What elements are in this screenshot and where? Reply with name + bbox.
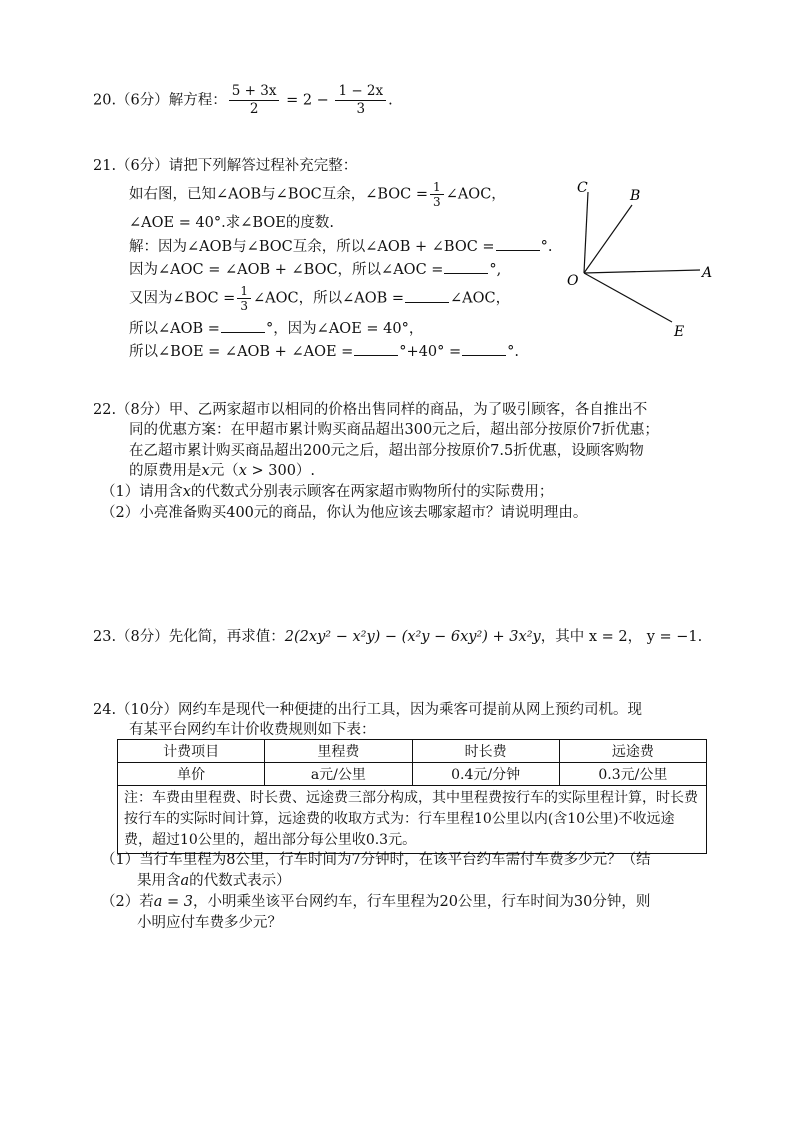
var-x: x xyxy=(182,484,191,500)
answer-blank[interactable] xyxy=(496,236,540,251)
fraction-denominator: 3 xyxy=(433,195,441,209)
q21-solution-5b: °+40° = xyxy=(399,344,462,360)
q21-given-1b: ∠AOC， xyxy=(445,186,506,203)
q21-line-5 xyxy=(129,284,510,313)
q24-part-2-line-2: 小明应付车费多少元？ xyxy=(137,915,282,931)
q24-condition: a = 3 xyxy=(153,894,193,910)
table-row xyxy=(118,763,707,786)
label-a: A xyxy=(702,265,713,281)
q23-tail: ，其中 x = 2， y = −1. xyxy=(540,629,703,645)
answer-blank[interactable] xyxy=(221,318,265,333)
q20-end: . xyxy=(388,92,393,109)
q23-expression: 2(2xy² − x²y) − (x²y − 6xy²) + 3x²y xyxy=(284,629,541,645)
answer-blank[interactable] xyxy=(462,341,506,356)
q22-line-3: 在乙超市累计购买商品超出200元之后，超出部分按原价7.5折优惠，设顾客购物 xyxy=(129,443,644,459)
table-row xyxy=(118,786,707,854)
q20-rhs-fraction xyxy=(335,83,386,118)
label-o: O xyxy=(567,273,579,289)
q22-line-4 xyxy=(129,460,315,482)
ray-oc xyxy=(584,192,588,273)
q22-part-2: （2）小亮准备购买400元的商品，你认为他应该去哪家超市？请说明理由。 xyxy=(101,505,588,521)
q21-solution-4a: 所以∠AOB = xyxy=(129,321,220,337)
answer-blank[interactable] xyxy=(354,341,398,356)
q24-line-1: 24.（10分）网约车是现代一种便捷的出行工具，因为乘客可提前从网上预约司机。现 xyxy=(93,702,643,718)
q22-line-2: 同的优惠方案：在甲超市累计购买商品超出300元之后，超出部分按原价7折优惠； xyxy=(129,422,659,438)
q21-line-2: ∠AOE = 40°.求∠BOE的度数. xyxy=(129,215,334,231)
fraction-numerator: 1 xyxy=(430,180,444,195)
q20-rhs-denominator: 3 xyxy=(356,101,366,117)
var-x: x xyxy=(201,463,210,479)
q24-text: （2）若 xyxy=(101,894,154,910)
q22-text: 的原费用是 xyxy=(129,463,202,479)
q21-degree: °. xyxy=(540,239,553,255)
ray-oe xyxy=(584,273,672,322)
angle-figure xyxy=(560,178,720,343)
q20-lhs-numerator: 5 + 3x xyxy=(229,83,280,101)
q21-given-1: 如右图，已知∠AOB与∠BOC互余，∠BOC = xyxy=(129,186,429,203)
q21-solution-3a: 又因为∠BOC = xyxy=(129,290,236,307)
q21-line-7 xyxy=(129,341,519,363)
ray-oa xyxy=(584,270,700,273)
q20-lhs-denominator: 2 xyxy=(249,101,259,117)
q21-solution-5c: °. xyxy=(507,344,520,360)
q20-head: 20.（6分）解方程： xyxy=(93,92,227,109)
q24-line-2: 有某平台网约车计价收费规则如下表： xyxy=(129,722,376,738)
q20-rhs-numerator: 1 − 2x xyxy=(335,83,386,101)
q22-text: > 300）. xyxy=(246,463,316,479)
label-e: E xyxy=(674,324,685,340)
q21-line-4 xyxy=(129,259,501,281)
label-b: B xyxy=(630,188,641,204)
answer-blank[interactable] xyxy=(444,259,488,274)
var-a: a xyxy=(180,873,190,889)
q24-text: 的代数式表示） xyxy=(189,873,291,889)
q21-head: 21.（6分）请把下列解答过程补充完整： xyxy=(93,158,358,174)
table-cell: 0.3元/公里 xyxy=(559,763,706,786)
q21-degree: °, xyxy=(489,262,502,278)
q22-line-1: 22.（8分）甲、乙两家超市以相同的价格出售同样的商品，为了吸引顾客，各自推出不 xyxy=(93,402,648,418)
q21-solution-3b: ∠AOC，所以∠AOB = xyxy=(252,290,404,307)
fraction-numerator: 1 xyxy=(237,284,251,299)
q22-part-1-text: 的代数式分别表示顾客在两家超市购物所付的实际费用； xyxy=(190,484,554,500)
q22-part-1-text: （1）请用含 xyxy=(101,484,183,500)
q21-line-1 xyxy=(129,180,506,209)
q21-solution-2: 因为∠AOC = ∠AOB + ∠BOC，所以∠AOC = xyxy=(129,262,444,278)
q20-lhs-fraction xyxy=(229,83,280,118)
table-note: 注：车费由里程费、时长费、远途费三部分构成，其中里程费按行车的实际里程计算，时长费按行车的实际时间计算，远途费的收取方式为：行车里程10公里以内(含10公里)不收远途费，超过10公里的，超出部分每公里收0.3元。 xyxy=(118,786,707,854)
table-cell: 0.4元/分钟 xyxy=(412,763,559,786)
q21-line-3 xyxy=(129,236,552,258)
table-header-cell: 计费项目 xyxy=(118,740,265,763)
question-20 xyxy=(93,83,393,118)
question-23 xyxy=(93,626,702,648)
table-header-cell: 里程费 xyxy=(265,740,412,763)
ray-ob xyxy=(584,205,632,273)
q24-part-1-line-1: （1）当行车里程为8公里，行车时间为7分钟时，在该平台约车需付车费多少元？（结 xyxy=(101,852,651,868)
q21-fraction-2 xyxy=(237,284,251,313)
table-header-cell: 时长费 xyxy=(412,740,559,763)
table-header-cell: 远途费 xyxy=(559,740,706,763)
q21-line-6 xyxy=(129,318,423,340)
q21-solution-4b: °，因为∠AOE = 40°， xyxy=(265,321,424,337)
fraction-denominator: 3 xyxy=(240,299,248,313)
q21-solution-5a: 所以∠BOE = ∠AOB + ∠AOE = xyxy=(129,344,354,360)
q24-part-1-line-2 xyxy=(137,870,291,892)
var-x: x xyxy=(238,463,247,479)
table-row xyxy=(118,740,707,763)
table-cell: 单价 xyxy=(118,763,265,786)
q20-equals: = 2 − xyxy=(281,92,334,109)
q22-text: 元（ xyxy=(209,463,239,479)
q24-text: 果用含 xyxy=(137,873,181,889)
table-cell: a元/公里 xyxy=(265,763,412,786)
q21-fraction-1 xyxy=(430,180,444,209)
q21-solution-3c: ∠AOC， xyxy=(450,290,511,307)
answer-blank[interactable] xyxy=(405,288,449,303)
q24-part-2-line-1 xyxy=(101,891,650,913)
q23-head: 23.（8分）先化简，再求值： xyxy=(93,629,285,645)
label-c: C xyxy=(577,180,588,196)
fee-table xyxy=(117,739,707,854)
q22-part-1 xyxy=(101,481,553,503)
q24-text: ，小明乘坐该平台网约车，行车里程为20公里，行车时间为30分钟，则 xyxy=(192,894,651,910)
q21-solution-1: 解：因为∠AOB与∠BOC互余，所以∠AOB + ∠BOC = xyxy=(129,239,495,255)
